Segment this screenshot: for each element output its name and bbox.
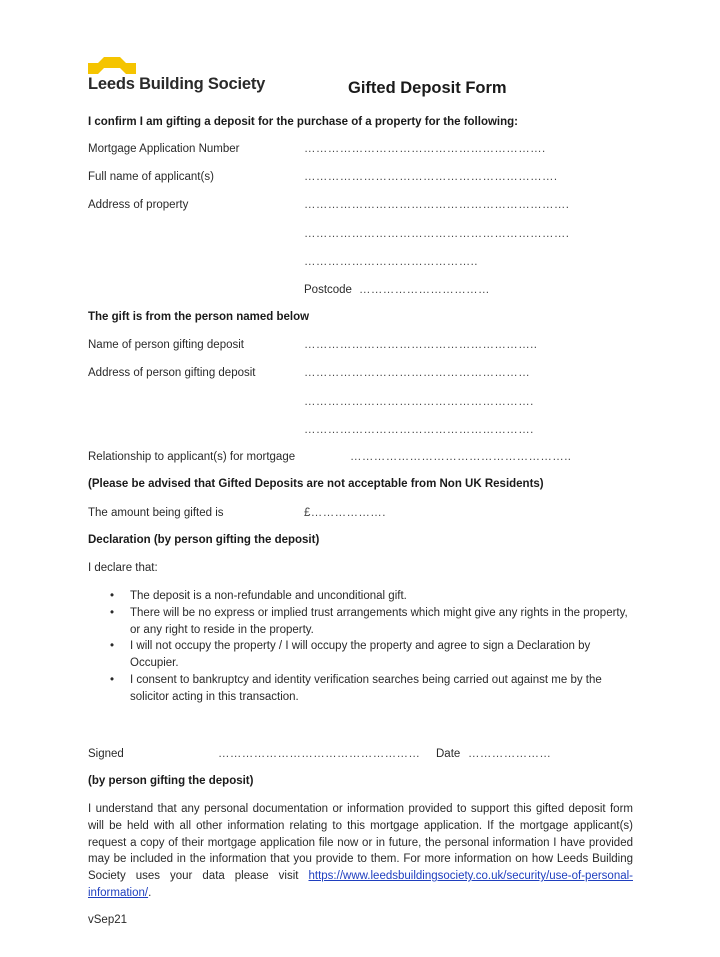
gift-amount-field[interactable]: £………………. — [304, 507, 386, 519]
privacy-notice — [88, 801, 633, 902]
declaration-item: • I consent to bankruptcy and identity verification searches being carried out against me by the solicitor acting in this transaction. — [130, 672, 640, 706]
property-address-field-2[interactable]: …………………………………………………………. — [304, 228, 570, 240]
gifter-address-label: Address of person gifting deposit — [88, 367, 256, 379]
gifter-address-field-2[interactable]: …………………………………………………. — [304, 396, 534, 408]
declaration-item: • I will not occupy the property / I will occupy the property and agree to sign a Declaration by Occupier. — [130, 638, 640, 672]
gift-amount-label: The amount being gifted is — [88, 507, 224, 519]
declaration-list — [88, 588, 640, 706]
gifter-address-field-1[interactable]: ………………………………………………… — [304, 367, 531, 379]
privacy-link[interactable]: https://www.leedsbuildingsociety.co.uk/security/use-of-personal-information/ — [88, 870, 633, 899]
leeds-logo-mark-icon — [88, 57, 136, 74]
section1-heading: I confirm I am gifting a deposit for the purchase of a property for the following: — [88, 116, 518, 128]
mortgage-app-number-label: Mortgage Application Number — [88, 143, 240, 155]
mortgage-app-number-field[interactable]: ……………………………………………………. — [304, 143, 546, 155]
signed-label: Signed — [88, 748, 124, 760]
relationship-label: Relationship to applicant(s) for mortgage — [88, 451, 296, 463]
privacy-text: I understand that any personal documentation or information provided to support this gifted deposit form will be held with all other information relating to this mortgage application. If the mortgage applicant(s) request a copy of their mortgage application file now or in future, the personal information I have provided may be included in the information that you provide to them. For more information on how Leeds Building Society uses your data please visit — [88, 803, 633, 883]
property-address-field-1[interactable]: …………………………………………………………. — [304, 199, 570, 211]
version-label: vSep21 — [88, 914, 128, 926]
gifter-name-field[interactable]: ………………………………………………….. — [304, 339, 538, 351]
date-field[interactable]: ………………… — [468, 748, 552, 760]
signature-field[interactable]: …………………………………………… — [218, 748, 421, 760]
date-label: Date — [436, 748, 461, 760]
form-title: Gifted Deposit Form — [348, 79, 507, 97]
applicant-name-field[interactable]: ………………………………………………………. — [304, 171, 558, 183]
declaration-intro: I declare that: — [88, 562, 158, 574]
signature-by-label: (by person gifting the deposit) — [88, 775, 254, 787]
section2-heading: The gift is from the person named below — [88, 311, 310, 323]
gifter-address-field-3[interactable]: …………………………………………………. — [304, 424, 534, 436]
privacy-end: . — [148, 886, 152, 899]
declaration-heading: Declaration (by person gifting the deposit) — [88, 534, 320, 546]
declaration-item: • There will be no express or implied trust arrangements which might give any rights in the property, or any right to reside in the property. — [130, 605, 640, 639]
brand-name: Leeds Building Society — [88, 75, 266, 93]
relationship-field[interactable]: ……………………………………………….. — [350, 451, 572, 463]
non-uk-warning: (Please be advised that Gifted Deposits are not acceptable from Non UK Residents) — [88, 478, 544, 490]
property-address-label: Address of property — [88, 199, 189, 211]
postcode-field[interactable]: …………………………… — [359, 284, 490, 296]
declaration-item: • The deposit is a non-refundable and unconditional gift. — [130, 588, 640, 605]
postcode-label: Postcode — [304, 284, 352, 296]
gifter-name-label: Name of person gifting deposit — [88, 339, 244, 351]
applicant-name-label: Full name of applicant(s) — [88, 171, 214, 183]
property-address-field-3[interactable]: …………………………………….. — [304, 256, 478, 268]
